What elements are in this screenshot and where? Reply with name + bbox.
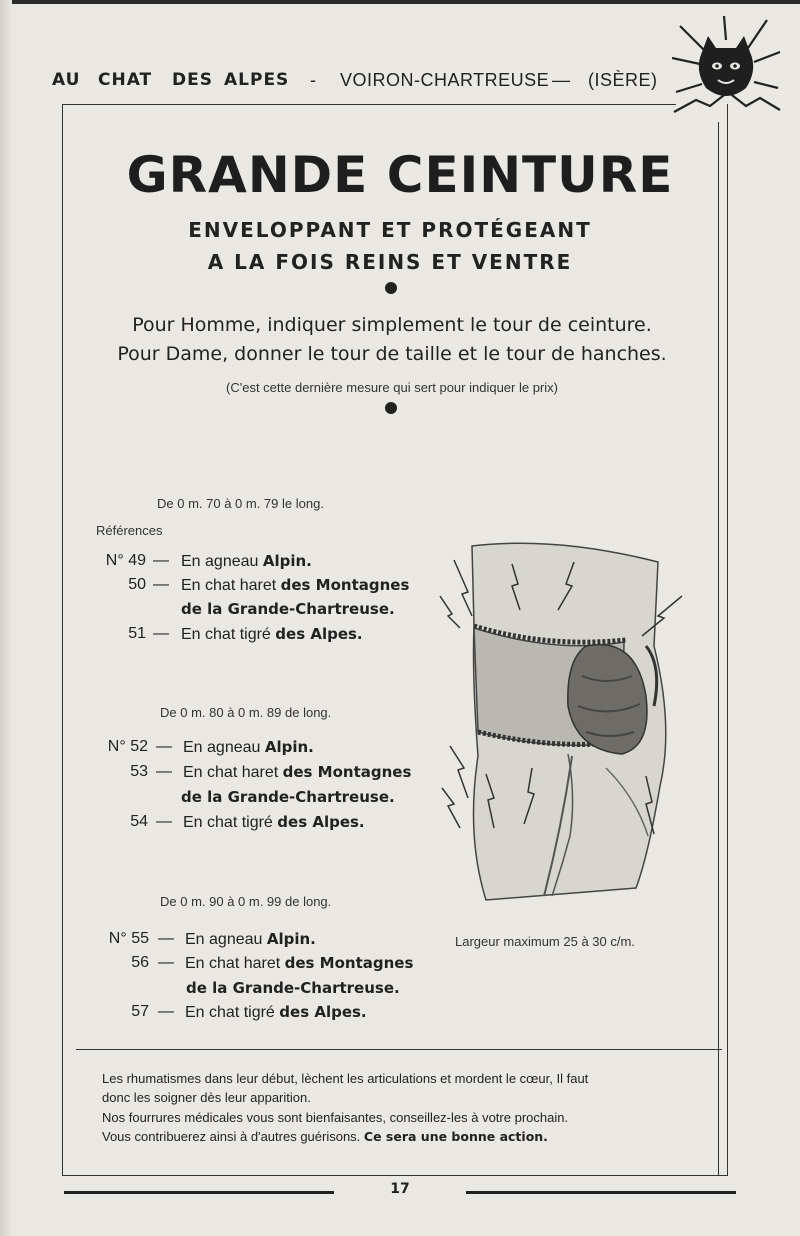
ref-number: 54 (130, 813, 148, 830)
footer-line-3: Nos fourrures médicales vous sont bienfaisantes, conseillez-les à votre prochain. (102, 1110, 569, 1125)
page-number: 17 (390, 1181, 410, 1197)
header-region: (ISÈRE) (588, 70, 658, 90)
ref-number: 53 (130, 763, 148, 780)
ref-description: En chat tigré des Alpes. (183, 813, 365, 831)
ref-dash: — (156, 813, 172, 830)
ref-dash: — (153, 576, 169, 593)
ref-number: N° 55 (108, 930, 149, 947)
ref-number: N° 49 (105, 552, 146, 569)
ref-dash: — (153, 552, 169, 569)
ref-number: N° 52 (107, 738, 148, 755)
ref-number: 56 (131, 954, 149, 971)
header-word-des: DES (172, 70, 213, 90)
ref-description: En chat tigré des Alpes. (185, 1003, 367, 1021)
intro-line-2: Pour Dame, donner le tour de taille et le tour de hanches. (117, 343, 667, 365)
ref-number: 50 (128, 576, 146, 593)
page-number-rule-right (466, 1191, 736, 1194)
bullet-dot (385, 402, 397, 414)
subtitle-line-1: ENVELOPPANT ET PROTÉGEANT (188, 218, 592, 242)
ref-description-continued: de la Grande-Chartreuse. (186, 979, 400, 997)
footer-line-1: Les rhumatismes dans leur début, lèchent les articulations et mordent le cœur, Il faut (102, 1071, 589, 1086)
ref-description: En agneau Alpin. (185, 930, 316, 948)
ref-dash: — (158, 1003, 174, 1020)
page-header (52, 70, 658, 96)
ref-description: En chat haret des Montagnes (183, 763, 412, 781)
ref-dash: — (158, 930, 174, 947)
bullet-dot (385, 282, 397, 294)
page-top-edge (0, 0, 800, 4)
frame-right-border (718, 122, 719, 1176)
ref-number: 57 (131, 1003, 149, 1020)
size-range-1: De 0 m. 70 à 0 m. 79 le long. (157, 496, 324, 511)
price-note: (C'est cette dernière mesure qui sert pour indiquer le prix) (226, 380, 558, 395)
ref-number: 51 (128, 625, 146, 642)
page-number-rule-left (64, 1191, 334, 1194)
ref-description-continued: de la Grande-Chartreuse. (181, 788, 395, 806)
ref-description: En chat tigré des Alpes. (181, 625, 363, 643)
ref-dash: — (156, 738, 172, 755)
footer-line-4: Vous contribuerez ainsi à d'autres guérisons. Ce sera une bonne action. (102, 1129, 548, 1144)
size-range-2: De 0 m. 80 à 0 m. 89 de long. (160, 705, 332, 720)
header-word-au: AU (52, 70, 81, 90)
ref-dash: — (158, 954, 174, 971)
references-label: Références (96, 523, 163, 538)
ref-description: En chat haret des Montagnes (181, 576, 410, 594)
footer-line-2: donc les soigner dès leur apparition. (102, 1090, 311, 1105)
intro-line-1: Pour Homme, indiquer simplement le tour de ceinture. (132, 314, 652, 336)
ref-description: En chat haret des Montagnes (185, 954, 414, 972)
ref-description: En agneau Alpin. (181, 552, 312, 570)
ref-description-continued: de la Grande-Chartreuse. (181, 600, 395, 618)
header-word-alpes: ALPES (224, 70, 290, 90)
width-note: Largeur maximum 25 à 30 c/m. (455, 934, 635, 949)
footer-separator (76, 1049, 722, 1050)
subtitle-line-2: A LA FOIS REINS ET VENTRE (207, 250, 573, 274)
header-word-chat: CHAT (98, 70, 153, 90)
header-location: VOIRON-CHARTREUSE (340, 70, 550, 90)
ref-description: En agneau Alpin. (183, 738, 314, 756)
ref-dash: — (153, 625, 169, 642)
ref-dash: — (156, 763, 172, 780)
size-range-3: De 0 m. 90 à 0 m. 99 de long. (160, 894, 332, 909)
header-dash: - (310, 70, 317, 90)
page-title: GRANDE CEINTURE (126, 146, 674, 204)
header-dash: — (552, 70, 571, 90)
fur-belt-illustration-icon (436, 536, 686, 908)
